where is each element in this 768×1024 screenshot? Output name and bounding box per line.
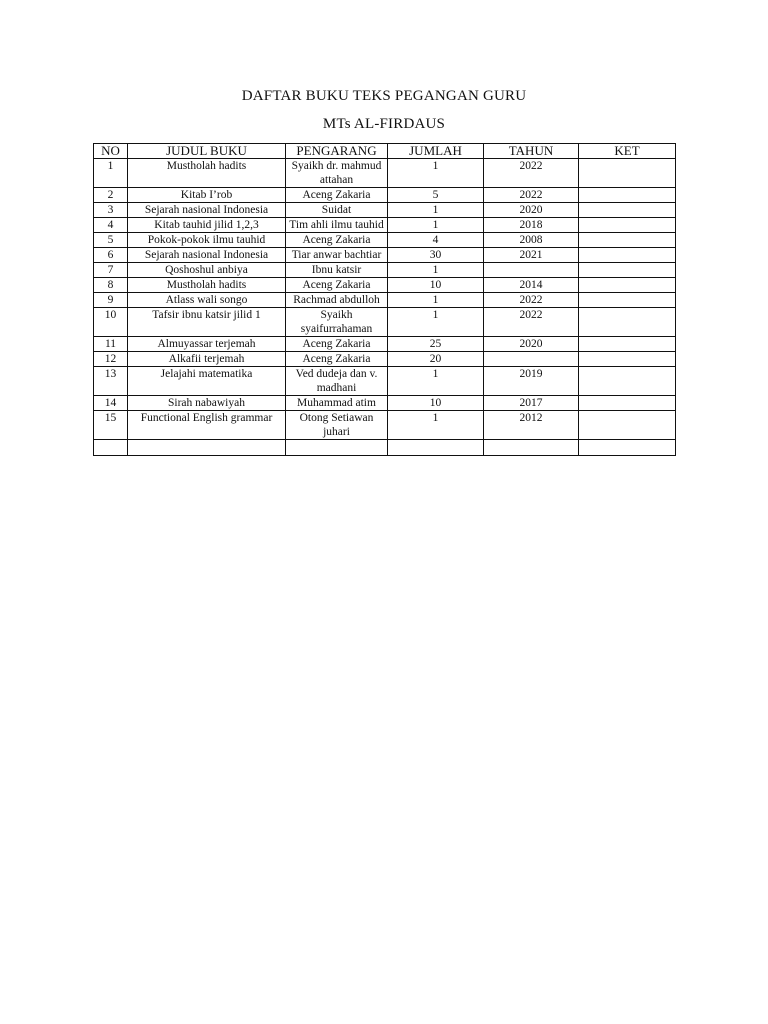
cell-no: 6 — [94, 248, 128, 263]
table-row — [94, 352, 676, 367]
cell-ket — [579, 218, 676, 233]
cell-pengarang: Tim ahli ilmu tauhid — [286, 218, 388, 233]
cell-pengarang: Ved dudeja dan v. madhani — [286, 367, 388, 396]
cell-no: 9 — [94, 293, 128, 308]
cell-tahun: 2019 — [484, 367, 579, 396]
cell-ket — [579, 159, 676, 188]
cell-jumlah: 1 — [388, 203, 484, 218]
cell-judul-buku: Mustholah hadits — [128, 159, 286, 188]
cell-jumlah: 4 — [388, 233, 484, 248]
cell-ket — [579, 308, 676, 337]
cell-tahun: 2018 — [484, 218, 579, 233]
cell-pengarang: Muhammad atim — [286, 396, 388, 411]
table-row — [94, 337, 676, 352]
table-row — [94, 396, 676, 411]
cell-no: 4 — [94, 218, 128, 233]
cell-ket — [579, 188, 676, 203]
cell-pengarang: Aceng Zakaria — [286, 233, 388, 248]
cell-no: 10 — [94, 308, 128, 337]
cell-no: 15 — [94, 411, 128, 440]
cell-tahun: 2022 — [484, 159, 579, 188]
cell-pengarang: Syaikh dr. mahmud attahan — [286, 159, 388, 188]
cell-tahun: 2017 — [484, 396, 579, 411]
cell-jumlah: 5 — [388, 188, 484, 203]
cell-jumlah: 1 — [388, 218, 484, 233]
cell-jumlah: 20 — [388, 352, 484, 367]
cell-tahun — [484, 440, 579, 456]
cell-ket — [579, 278, 676, 293]
cell-pengarang: Aceng Zakaria — [286, 352, 388, 367]
cell-tahun: 2014 — [484, 278, 579, 293]
cell-ket — [579, 367, 676, 396]
cell-tahun: 2012 — [484, 411, 579, 440]
cell-judul-buku: Mustholah hadits — [128, 278, 286, 293]
table-row — [94, 293, 676, 308]
table-row — [94, 367, 676, 396]
document-subtitle: MTs AL-FIRDAUS — [322, 116, 446, 132]
table-row — [94, 308, 676, 337]
cell-pengarang: Tiar anwar bachtiar — [286, 248, 388, 263]
cell-jumlah: 1 — [388, 308, 484, 337]
cell-judul-buku: Almuyassar terjemah — [128, 337, 286, 352]
cell-judul-buku: Kitab I’rob — [128, 188, 286, 203]
header-tahun: TAHUN — [484, 144, 579, 159]
cell-jumlah: 1 — [388, 263, 484, 278]
cell-tahun: 2020 — [484, 337, 579, 352]
cell-tahun — [484, 263, 579, 278]
cell-judul-buku: Atlass wali songo — [128, 293, 286, 308]
cell-tahun: 2020 — [484, 203, 579, 218]
table-row-empty — [94, 440, 676, 456]
cell-jumlah: 30 — [388, 248, 484, 263]
header-no: NO — [94, 144, 128, 159]
cell-judul-buku: Sejarah nasional Indonesia — [128, 248, 286, 263]
cell-tahun: 2008 — [484, 233, 579, 248]
cell-ket — [579, 293, 676, 308]
table-row — [94, 248, 676, 263]
cell-no: 11 — [94, 337, 128, 352]
document-title: DAFTAR BUKU TEKS PEGANGAN GURU — [241, 88, 527, 104]
cell-ket — [579, 352, 676, 367]
cell-judul-buku: Pokok-pokok ilmu tauhid — [128, 233, 286, 248]
cell-pengarang: Syaikh syaifurrahaman — [286, 308, 388, 337]
cell-pengarang: Aceng Zakaria — [286, 337, 388, 352]
cell-jumlah — [388, 440, 484, 456]
cell-judul-buku: Qoshoshul anbiya — [128, 263, 286, 278]
header-ket: KET — [579, 144, 676, 159]
cell-ket — [579, 396, 676, 411]
table-row — [94, 411, 676, 440]
book-list-table — [93, 143, 676, 456]
cell-jumlah: 10 — [388, 278, 484, 293]
cell-no: 12 — [94, 352, 128, 367]
cell-ket — [579, 337, 676, 352]
table-row — [94, 203, 676, 218]
table-row — [94, 159, 676, 188]
cell-pengarang: Ibnu katsir — [286, 263, 388, 278]
cell-jumlah: 1 — [388, 293, 484, 308]
header-pengarang: PENGARANG — [286, 144, 388, 159]
cell-ket — [579, 248, 676, 263]
cell-no: 7 — [94, 263, 128, 278]
cell-jumlah: 1 — [388, 159, 484, 188]
cell-no: 3 — [94, 203, 128, 218]
header-jumlah: JUMLAH — [388, 144, 484, 159]
cell-ket — [579, 263, 676, 278]
table-row — [94, 263, 676, 278]
cell-pengarang — [286, 440, 388, 456]
table-row — [94, 233, 676, 248]
cell-jumlah: 1 — [388, 411, 484, 440]
cell-no: 2 — [94, 188, 128, 203]
cell-judul-buku — [128, 440, 286, 456]
cell-pengarang: Aceng Zakaria — [286, 278, 388, 293]
cell-jumlah: 1 — [388, 367, 484, 396]
cell-tahun: 2022 — [484, 293, 579, 308]
cell-judul-buku: Alkafii terjemah — [128, 352, 286, 367]
table-row — [94, 278, 676, 293]
cell-judul-buku: Jelajahi matematika — [128, 367, 286, 396]
cell-judul-buku: Kitab tauhid jilid 1,2,3 — [128, 218, 286, 233]
header-judul-buku: JUDUL BUKU — [128, 144, 286, 159]
cell-ket — [579, 440, 676, 456]
cell-pengarang: Aceng Zakaria — [286, 188, 388, 203]
cell-jumlah: 25 — [388, 337, 484, 352]
cell-no: 5 — [94, 233, 128, 248]
cell-no: 14 — [94, 396, 128, 411]
cell-pengarang: Rachmad abdulloh — [286, 293, 388, 308]
cell-ket — [579, 233, 676, 248]
cell-no: 8 — [94, 278, 128, 293]
cell-tahun: 2022 — [484, 308, 579, 337]
table-header-row — [94, 144, 676, 159]
cell-judul-buku: Sirah nabawiyah — [128, 396, 286, 411]
cell-judul-buku: Functional English grammar — [128, 411, 286, 440]
cell-tahun: 2021 — [484, 248, 579, 263]
cell-pengarang: Suidat — [286, 203, 388, 218]
cell-ket — [579, 203, 676, 218]
table-row — [94, 218, 676, 233]
cell-tahun: 2022 — [484, 188, 579, 203]
cell-jumlah: 10 — [388, 396, 484, 411]
table-row — [94, 188, 676, 203]
cell-pengarang: Otong Setiawan juhari — [286, 411, 388, 440]
cell-judul-buku: Sejarah nasional Indonesia — [128, 203, 286, 218]
cell-no: 1 — [94, 159, 128, 188]
cell-judul-buku: Tafsir ibnu katsir jilid 1 — [128, 308, 286, 337]
cell-ket — [579, 411, 676, 440]
cell-tahun — [484, 352, 579, 367]
cell-no — [94, 440, 128, 456]
cell-no: 13 — [94, 367, 128, 396]
